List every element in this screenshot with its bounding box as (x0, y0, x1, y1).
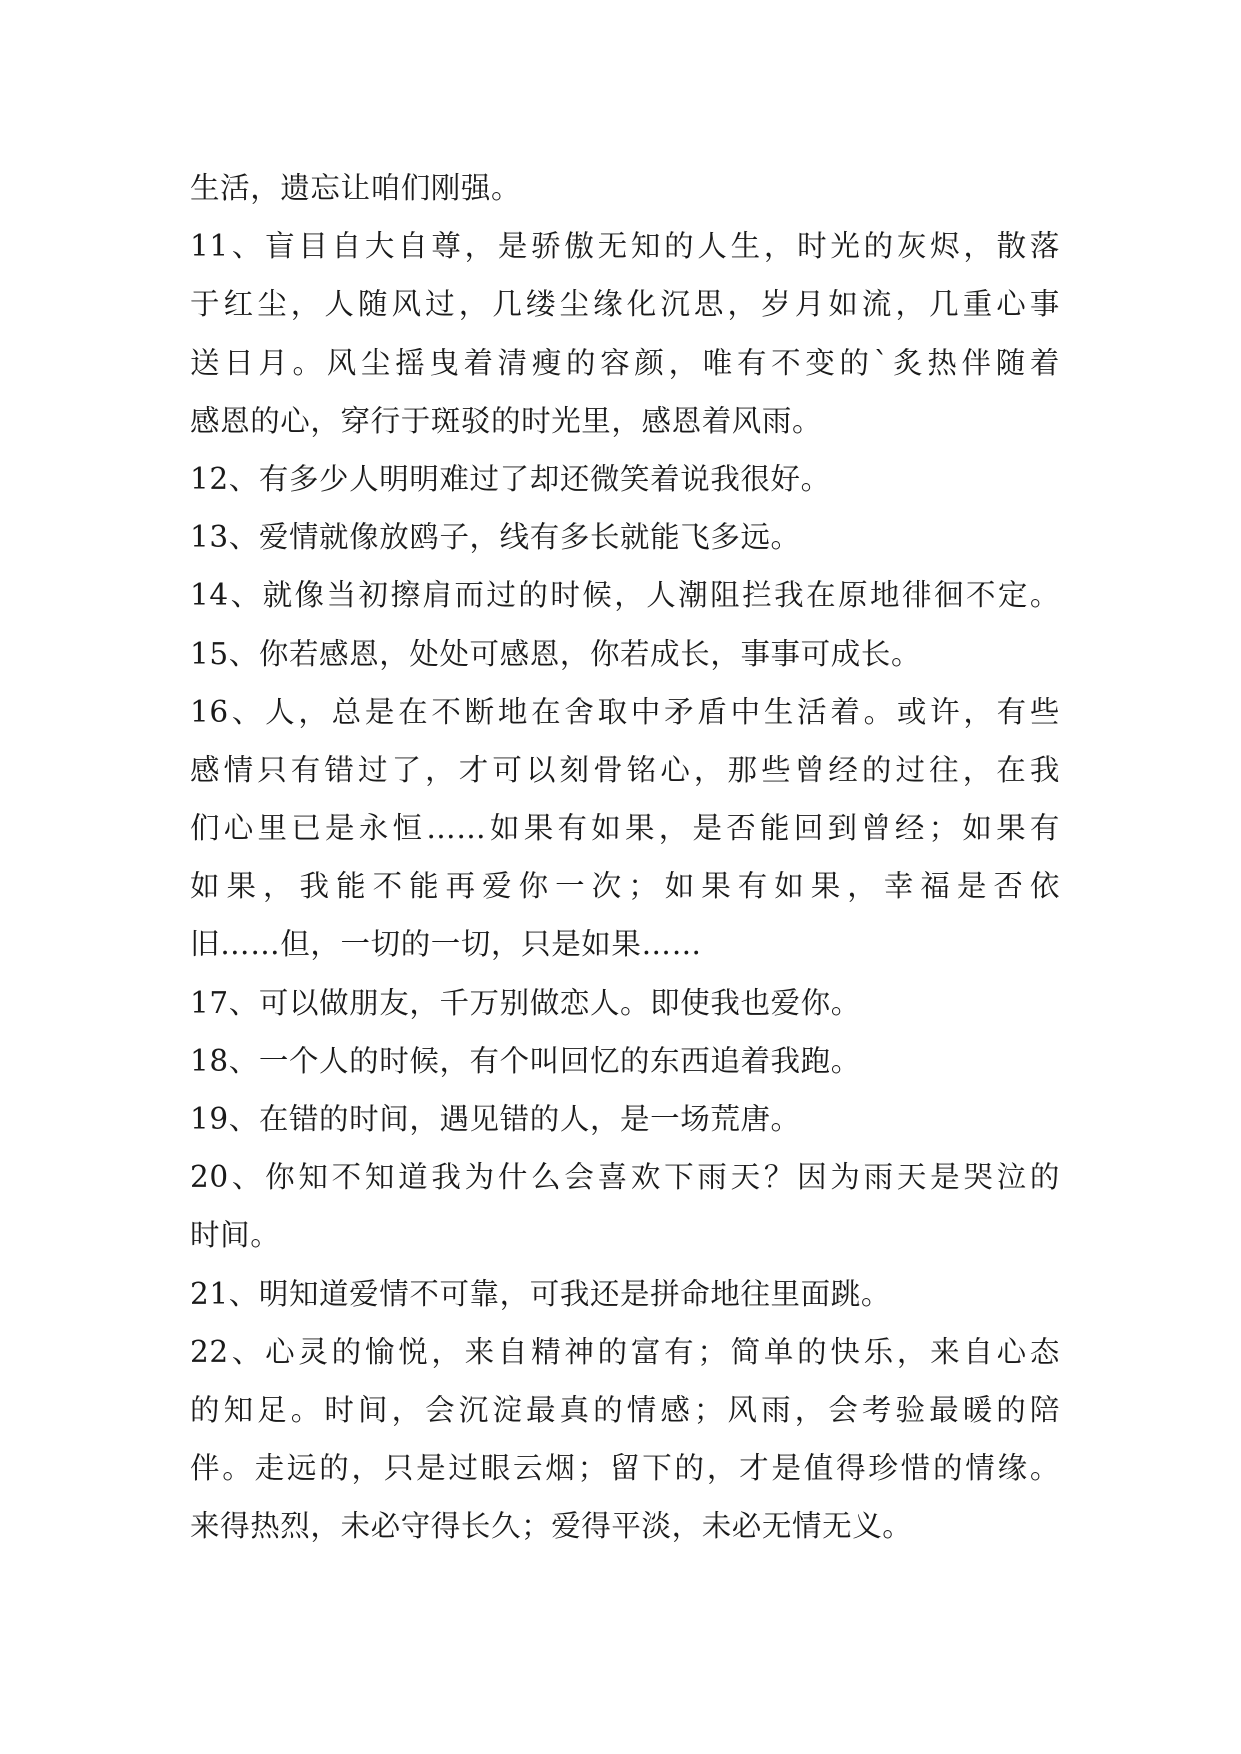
text-line: 17、可以做朋友，千万别做恋人。即使我也爱你。 (190, 985, 861, 1020)
text-line: 们心里已是永恒……如果有如果，是否能回到曾经；如果有 (190, 811, 1060, 846)
text-line: 生活，遗忘让咱们刚强。 (190, 171, 522, 205)
text-line: 于红尘，人随风过，几缕尘缘化沉思，岁月如流，几重心事 (190, 287, 1060, 322)
document-body (190, 159, 1060, 1556)
text-line: 20、你知不知道我为什么会喜欢下雨天？因为雨天是哭泣的 (190, 1160, 1060, 1195)
text-line: 时间。 (190, 1218, 281, 1253)
text-line: 14、就像当初擦肩而过的时候，人潮阻拦我在原地徘徊不定。 (190, 578, 1060, 613)
text-line: 19、在错的时间，遇见错的人，是一场荒唐。 (190, 1102, 801, 1136)
text-line: 旧……但，一切的一切，只是如果…… (190, 927, 702, 962)
text-line: 送日月。风尘摇曳着清瘦的容颜，唯有不变的`炙热伴随着 (190, 345, 1060, 380)
text-line: 21、明知道爱情不可靠，可我还是拼命地往里面跳。 (190, 1276, 891, 1311)
text-line: 18、一个人的时候，有个叫回忆的东西追着我跑。 (190, 1043, 861, 1078)
text-line: 来得热烈，未必守得长久；爱得平淡，未必无情无义。 (190, 1509, 913, 1544)
text-line: 13、爱情就像放鸥子，线有多长就能飞多远。 (190, 520, 801, 555)
text-line: 22、心灵的愉悦，来自精神的富有；简单的快乐，来自心态 (190, 1334, 1060, 1369)
text-line: 感情只有错过了，才可以刻骨铭心，那些曾经的过往，在我 (190, 752, 1060, 787)
text-line: 15、你若感恩，处处可感恩，你若成长，事事可成长。 (190, 636, 922, 671)
text-line: 11、盲目自大自尊，是骄傲无知的人生，时光的灰烬，散落 (190, 229, 1060, 264)
text-line: 伴。走远的，只是过眼云烟；留下的，才是值得珍惜的情缘。 (190, 1451, 1060, 1486)
text-line: 16、人，总是在不断地在舍取中矛盾中生活着。或许，有些 (190, 694, 1060, 729)
text-line: 如果，我能不能再爱你一次；如果有如果，幸福是否依 (190, 869, 1060, 904)
text-line: 感恩的心，穿行于斑驳的时光里，感恩着风雨。 (190, 403, 823, 438)
text-line: 12、有多少人明明难过了却还微笑着说我很好。 (190, 461, 831, 496)
text-line: 的知足。时间，会沉淀最真的情感；风雨，会考验最暖的陪 (190, 1392, 1060, 1427)
